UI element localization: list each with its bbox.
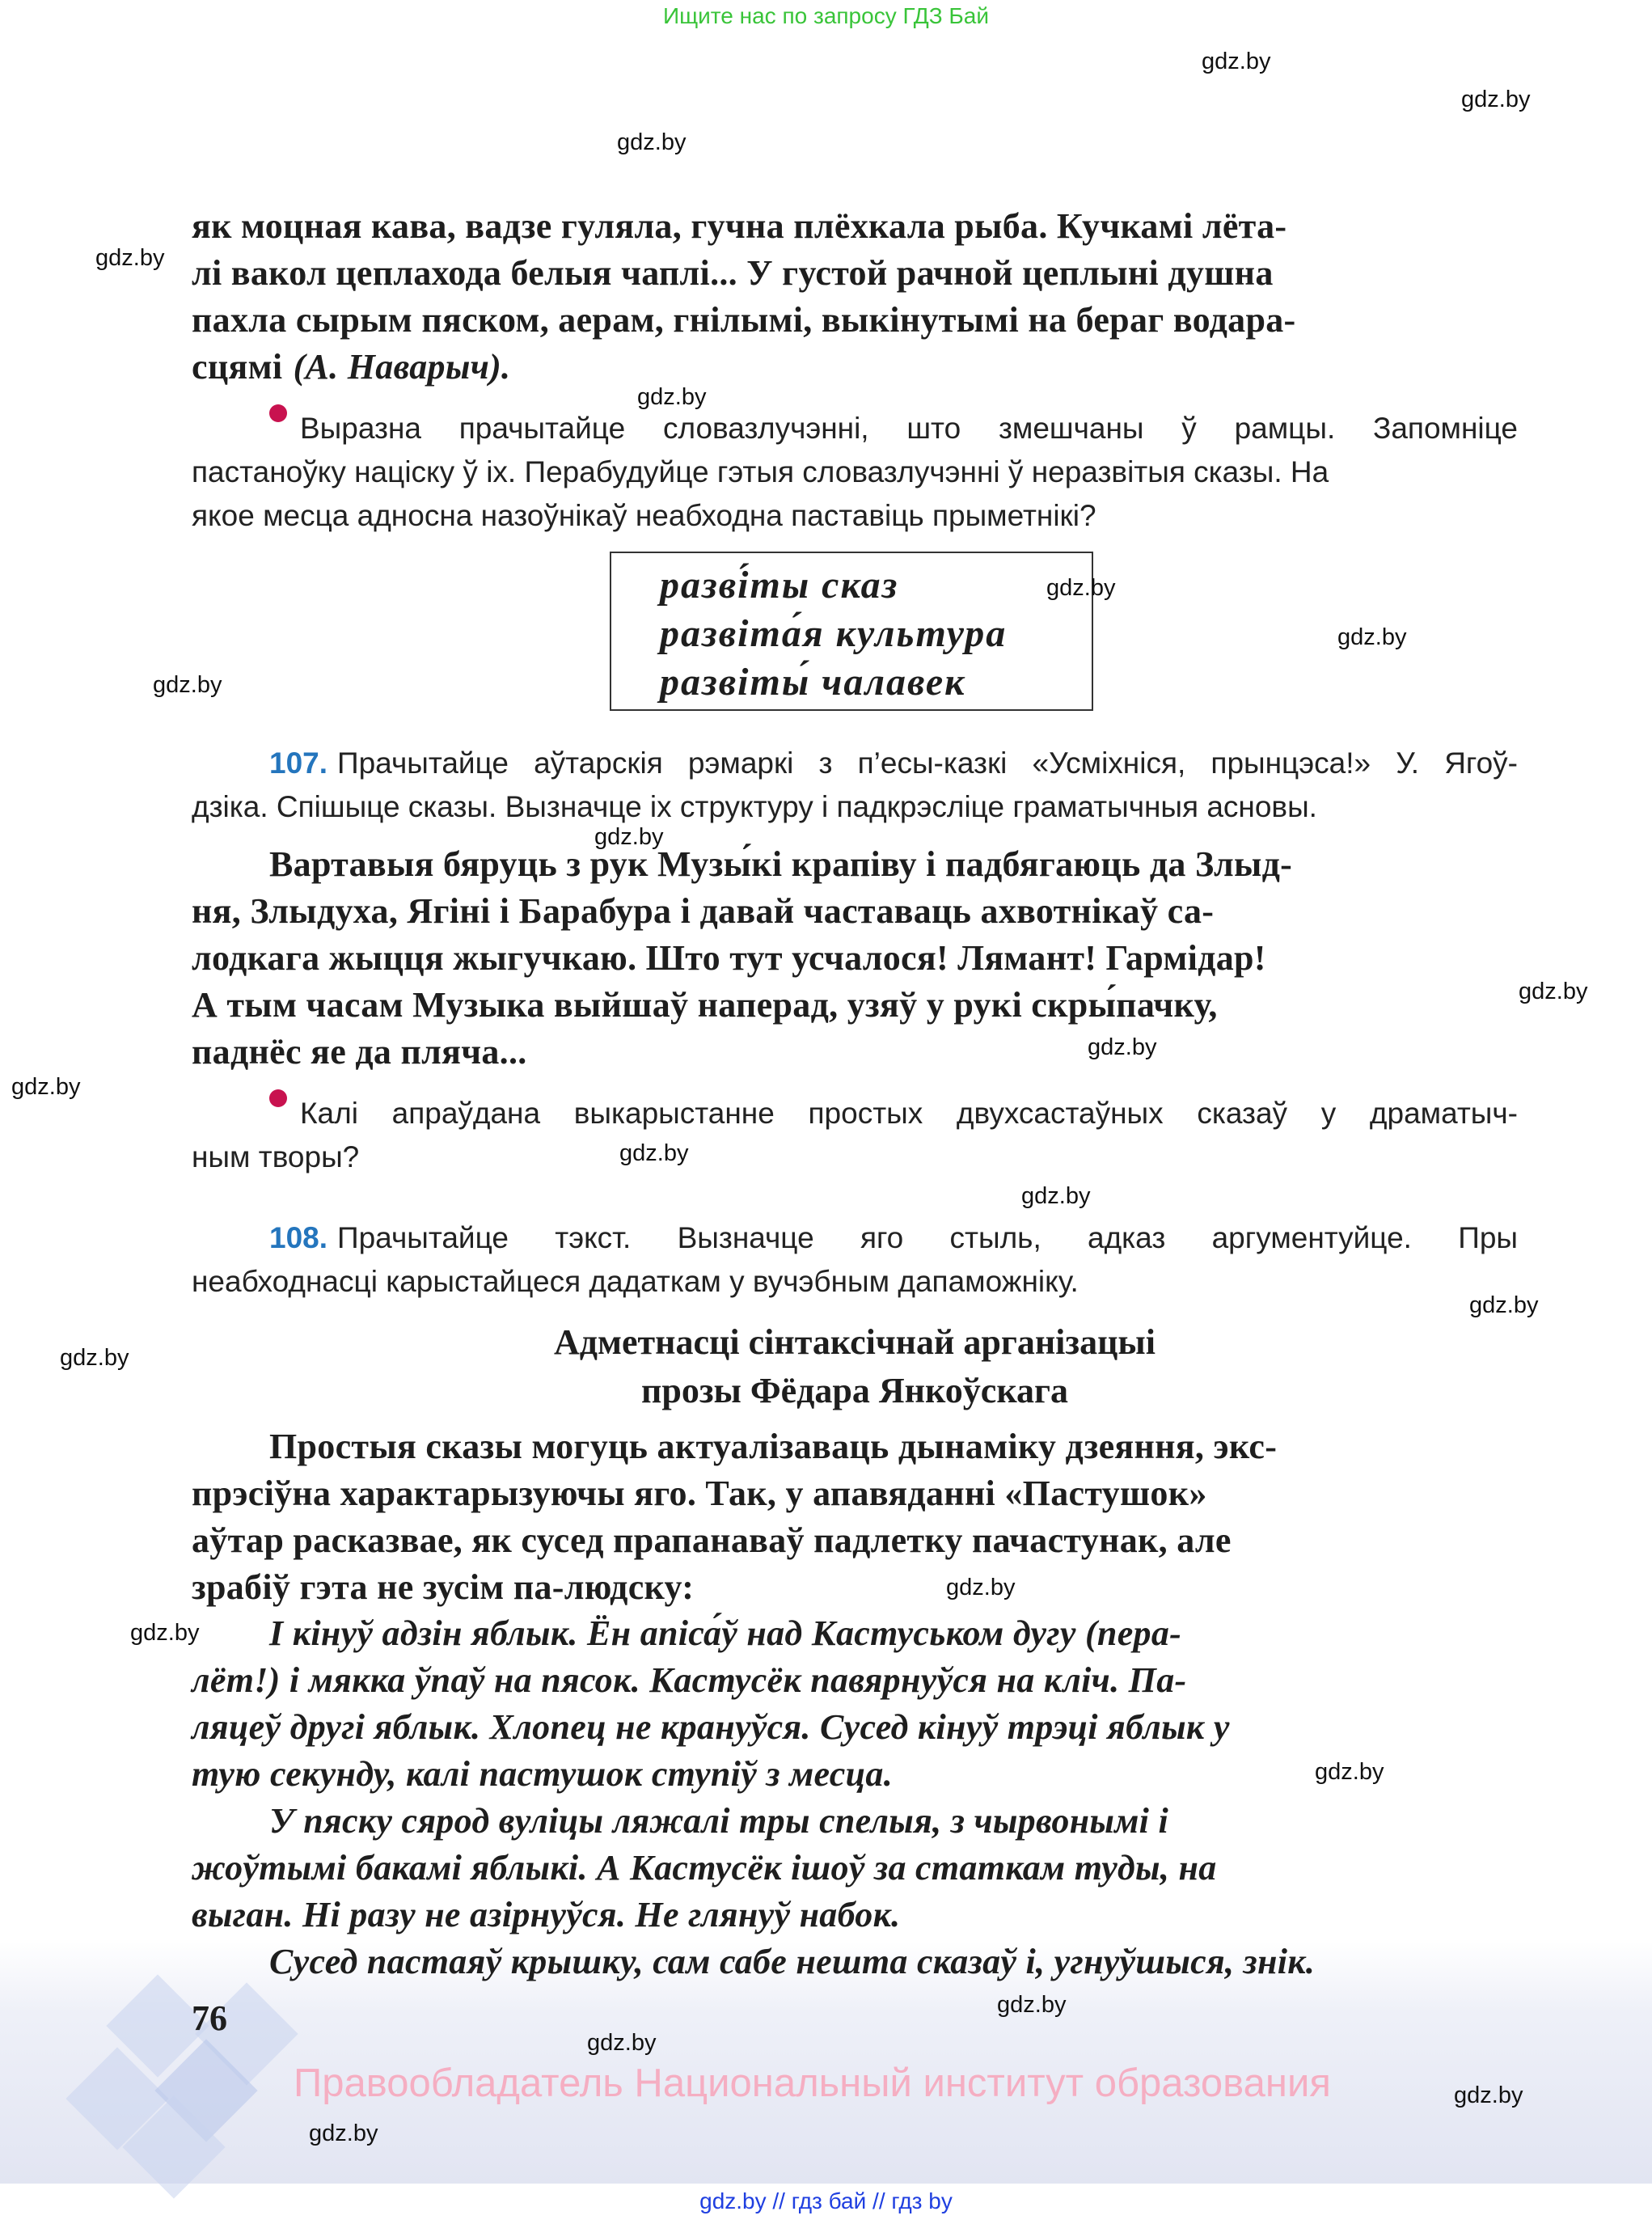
gdz-watermark: gdz.by — [946, 1575, 1016, 1600]
gdz-watermark: gdz.by — [1088, 1034, 1157, 1060]
box-item: развіта́я культура — [660, 612, 1008, 655]
text-line: Вартавыя бяруць з рук Музы́кі крапіву і падбягаюць да Злыд- — [269, 844, 1293, 884]
text-line: ным творы? — [192, 1140, 360, 1173]
task-2 — [192, 1092, 1518, 1179]
text-line: І кінуў адзін яблык. Ён апіса́ў над Кастуськом дугу (пера- — [269, 1613, 1182, 1653]
gdz-watermark: gdz.by — [11, 1074, 81, 1100]
gdz-watermark: gdz.by — [1337, 624, 1407, 650]
gdz-watermark: gdz.by — [1469, 1292, 1539, 1318]
text-line: неабходнасці карыстайцеся дадаткам у вучэбным дапаможніку. — [192, 1265, 1079, 1298]
text-line: якое месца адносна назоўнікаў неабходна паставіць прыметнікі? — [192, 499, 1096, 532]
gdz-watermark: gdz.by — [1021, 1183, 1091, 1209]
gdz-watermark: gdz.by — [637, 384, 707, 410]
gdz-watermark: gdz.by — [587, 2030, 657, 2056]
footer-links[interactable]: gdz.by // гдз бай // гдз by — [699, 2188, 953, 2213]
text-line: ляцеў другі яблык. Хлопец не крануўся. Сусед кінуў трэці яблык у — [192, 1707, 1230, 1747]
text-line: лодкага жыцця жыгучкаю. Што тут усчалося! Лямант! Гармідар! — [192, 938, 1266, 978]
gdz-watermark: gdz.by — [95, 245, 165, 271]
task-1 — [192, 407, 1518, 538]
text-line: У пяску сярод вуліцы ляжалі тры спелыя, з чырвонымі і — [269, 1801, 1169, 1841]
text-line: пахла сырым пяском, аерам, гнілымі, выкінутымі на бераг водара- — [192, 300, 1296, 340]
box-item: развіты́ чалавек — [660, 661, 966, 704]
gdz-watermark: gdz.by — [1454, 2082, 1523, 2108]
text: Прачытайце аўтарскія рэмаркі з п’есы-казкі «Усміхніся, прынцэса!» У. Ягоў- — [337, 746, 1518, 780]
title-line: Адметнасці сінтаксічнай арганізацыі — [553, 1322, 1156, 1362]
bullet-icon — [269, 1089, 287, 1107]
title-line: прозы Фёдара Янкоўскага — [641, 1371, 1068, 1410]
text-line — [192, 407, 1518, 450]
search-hint-link[interactable]: Ищите нас по запросу ГДЗ Бай — [662, 3, 990, 28]
gdz-watermark: gdz.by — [997, 1992, 1067, 2018]
text-line: прэсіўна характарызуючы яго. Так, у апавяданні «Пастушок» — [192, 1474, 1207, 1513]
text-line: жоўтымі бакамі яблыкі. А Кастусёк ішоў за статкам туды, на — [192, 1848, 1217, 1888]
gdz-watermark: gdz.by — [1461, 87, 1531, 112]
gdz-watermark: gdz.by — [1046, 575, 1116, 601]
text-line: тую секунду, калі пастушок ступіў з месца. — [192, 1754, 893, 1794]
text-line: лі вакол цеплахода белыя чаплі... У густой рачной цеплыні душна — [192, 253, 1274, 293]
text-line: дзіка. Спішыце сказы. Вызначце іх структуру і падкрэсліце граматычныя асновы. — [192, 790, 1317, 823]
text-line: Простыя сказы могуць актуалізаваць дынаміку дзеяння, экс- — [269, 1427, 1278, 1466]
word-box — [610, 552, 1093, 711]
text-line: пастаноўку націску ў іх. Перабудуйце гэтыя словазлучэнні ў неразвітыя сказы. На — [192, 455, 1329, 488]
text-line: выган. Ні разу не азірнуўся. Не глянуў набок. — [192, 1895, 901, 1934]
paragraph-2 — [192, 841, 1518, 1076]
exercise-number: 108. — [269, 1221, 328, 1254]
text-line: ня, Злыдуха, Ягіні і Барабура і давай частаваць ахвотнікаў са- — [192, 891, 1215, 931]
text-line: паднёс яе да пляча... — [192, 1032, 527, 1072]
text: Выразна прачытайце словазлучэнні, што змешчаны ў рамцы. Запомніце — [300, 412, 1518, 445]
author-citation: (А. Наварыч). — [293, 347, 511, 387]
bullet-icon — [269, 404, 287, 422]
gdz-watermark: gdz.by — [594, 824, 664, 850]
exercise-107 — [192, 742, 1518, 829]
text: Калі апраўдана выкарыстанне простых двухсастаўных сказаў у драматыч- — [300, 1097, 1518, 1130]
section-title — [192, 1318, 1518, 1415]
gdz-watermark: gdz.by — [1315, 1759, 1384, 1785]
text-line: А тым часам Музыка выйшаў наперад, узяў у рукі скры́пачку, — [192, 985, 1218, 1025]
text: Прачытайце тэкст. Вызначце яго стыль, адказ аргументуйце. Пры — [337, 1221, 1518, 1254]
paragraph-1 — [192, 203, 1518, 391]
text-line: аўтар расказвае, як сусед прапанаваў падлетку пачастунак, але — [192, 1520, 1232, 1560]
gdz-watermark: gdz.by — [1202, 49, 1271, 74]
text-line — [192, 742, 1518, 785]
gdz-watermark: gdz.by — [1519, 979, 1588, 1004]
box-item: разві́ты сказ — [660, 564, 899, 607]
gdz-watermark: gdz.by — [153, 672, 222, 698]
exercise-108 — [192, 1216, 1518, 1304]
gdz-watermark: gdz.by — [619, 1140, 689, 1166]
page-number: 76 — [192, 1998, 227, 2038]
text-line: лёт!) і мякка ўпаў на пясок. Кастусёк павярнуўся на кліч. Па- — [192, 1660, 1187, 1700]
text-line: зрабіў гэта не зусім па-людску: — [192, 1567, 695, 1607]
gdz-watermark: gdz.by — [130, 1620, 200, 1646]
text-line — [192, 344, 1518, 391]
exercise-number: 107. — [269, 746, 328, 780]
text-line — [192, 1216, 1518, 1260]
paragraph-3 — [192, 1423, 1518, 1611]
text: сцямі — [192, 347, 283, 387]
text-line: Сусед пастаяў крышку, сам сабе нешта сказаў і, угнуўшыся, знік. — [269, 1942, 1316, 1981]
gdz-watermark: gdz.by — [309, 2120, 378, 2146]
quote — [192, 1610, 1518, 1985]
gdz-watermark: gdz.by — [60, 1345, 129, 1371]
copyright-notice: Правообладатель Национальный институт образования — [294, 2061, 1331, 2105]
text-line: як моцная кава, вадзе гуляла, гучна плёхкала рыба. Кучкамі лёта- — [192, 206, 1287, 246]
text-line — [192, 1092, 1518, 1135]
gdz-watermark: gdz.by — [617, 129, 687, 155]
